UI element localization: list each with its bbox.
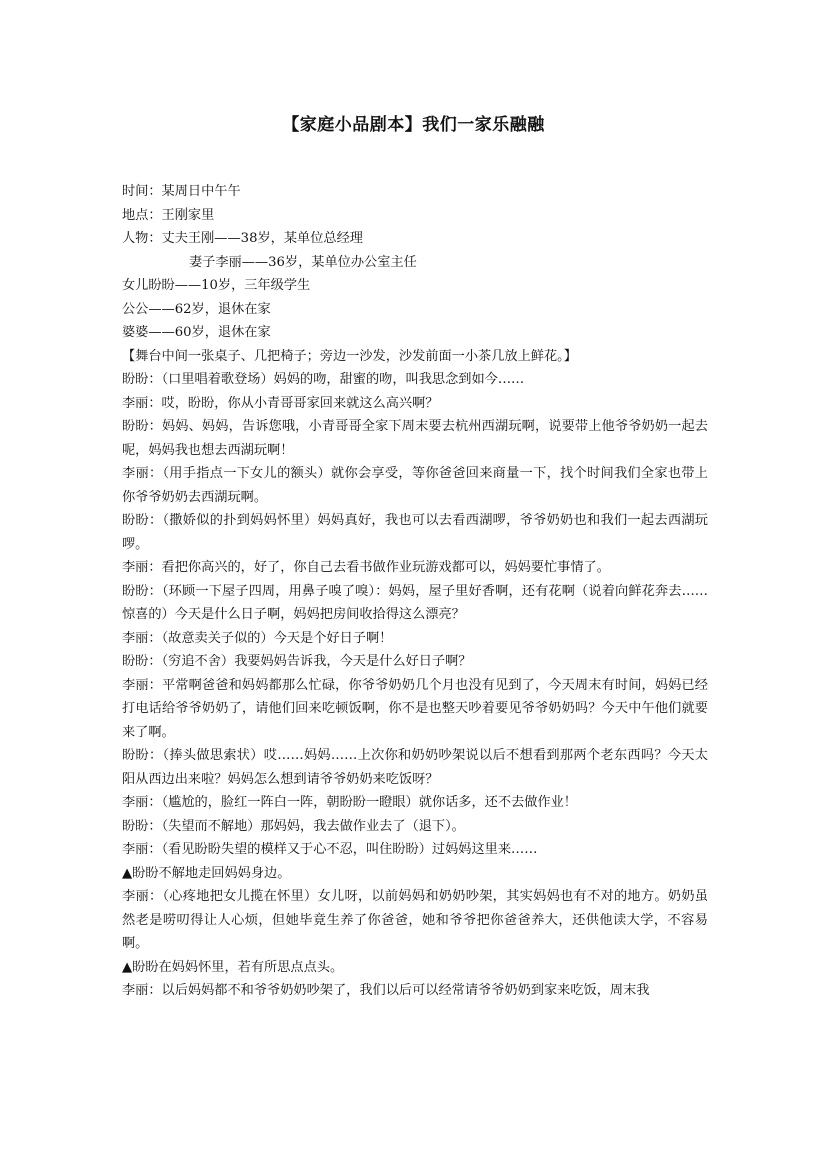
stage-action: ▲盼盼在妈妈怀里，若有所思点点头。 bbox=[122, 959, 344, 975]
stage-action: ▲盼盼不解地走回妈妈身边。 bbox=[122, 865, 291, 881]
dialogue-paragraph: 盼盼：妈妈、妈妈，告诉您哦，小青哥哥全家下周末要去杭州西湖玩啊，说要带上他爷爷奶奶一起去呢，妈妈我也想去西湖玩啊！ bbox=[122, 419, 708, 458]
characters-line-wife: 妻子李丽——36岁，某单位办公室主任 bbox=[189, 254, 417, 270]
dialogue-paragraph: 李丽：（看见盼盼失望的模样又于心不忍，叫住盼盼）过妈妈这里来…… bbox=[122, 842, 538, 857]
dialogue-paragraph: 李丽：（用手指点一下女儿的额头）就你会享受，等你爸爸回来商量一下，找个时间我们全家也带上你爷爷奶奶去西湖玩啊。 bbox=[122, 466, 708, 505]
dialogue-paragraph: 李丽：（心疼地把女儿揽在怀里）女儿呀，以前妈妈和奶奶吵架，其实妈妈也有不对的地方。奶奶虽然老是唠叨得让人心烦，但她毕竟生养了你爸爸，她和爷爷把你爸爸养大，还供他读大学，不容易啊。 bbox=[122, 889, 708, 951]
dialogue-paragraph: 盼盼：（穷追不舍）我要妈妈告诉我，今天是什么好日子啊？ bbox=[122, 654, 472, 669]
dialogue-paragraph: 盼盼：（撒娇似的扑到妈妈怀里）妈妈真好，我也可以去看西湖啰，爷爷奶奶也和我们一起去西湖玩啰。 bbox=[122, 513, 708, 552]
characters-line-husband: 人物：丈夫王刚——38岁，某单位总经理 bbox=[122, 231, 363, 246]
dialogue-paragraph: 李丽：看把你高兴的，好了，你自己去看书做作业玩游戏都可以，妈妈要忙事情了。 bbox=[122, 560, 610, 575]
dialogue-line: 李丽：哎，盼盼，你从小青哥哥家回来就这么高兴啊？ bbox=[122, 395, 439, 411]
dialogue-paragraph: 李丽：平常啊爸爸和妈妈都那么忙碌，你爷爷奶奶几个月也没有见到了，今天周末有时间，妈妈已经打电话给爷爷奶奶了，请他们回来吃顿饭啊，你不是也整天吵着要见爷爷奶奶吗？今天中午他们就要来了啊。 bbox=[122, 677, 708, 740]
stage-direction: 【舞台中间一张桌子、几把椅子；旁边一沙发，沙发前面一小茶几放上鲜花。】 bbox=[122, 348, 577, 364]
dialogue-line: 盼盼：（口里唱着歌登场）妈妈的吻，甜蜜的吻，叫我思念到如今…… bbox=[122, 372, 525, 387]
characters-line-daughter: 女儿盼盼——10岁，三年级学生 bbox=[122, 278, 311, 293]
characters-line-mother-in-law: 婆婆——60岁，退休在家 bbox=[122, 325, 271, 340]
document-title: 【家庭小品剧本】我们一家乐融融 bbox=[282, 115, 545, 135]
dialogue-paragraph: 李丽：（故意卖关子似的）今天是个好日子啊！ bbox=[122, 630, 393, 646]
time-line: 时间：某周日中午午 bbox=[122, 184, 241, 199]
dialogue-paragraph: 盼盼：（失望而不解地）那妈妈，我去做作业去了（退下）。 bbox=[122, 818, 465, 834]
characters-line-father-in-law: 公公——62岁，退休在家 bbox=[122, 301, 271, 317]
dialogue-paragraph: 李丽：以后妈妈都不和爷爷奶奶吵架了，我们以后可以经常请爷爷奶奶到家来吃饭，周末我 bbox=[122, 983, 650, 998]
dialogue-paragraph: 李丽：（尴尬的，脸红一阵白一阵，朝盼盼一瞪眼）就你话多，还不去做作业！ bbox=[122, 795, 577, 810]
location-line: 地点：王刚家里 bbox=[122, 207, 215, 223]
dialogue-paragraph: 盼盼：（环顾一下屋子四周，用鼻子嗅了嗅）：妈妈，屋子里好香啊，还有花啊（说着向鲜花奔去……惊喜的）今天是什么日子啊，妈妈把房间收拾得这么漂亮？ bbox=[122, 583, 708, 622]
script-body bbox=[122, 180, 708, 1003]
dialogue-paragraph: 盼盼：（捧头做思索状）哎……妈妈……上次你和奶奶吵架说以后不想看到那两个老东西吗？今天太阳从西边出来啦？妈妈怎么想到请爷爷奶奶来吃饭呀？ bbox=[122, 748, 708, 787]
